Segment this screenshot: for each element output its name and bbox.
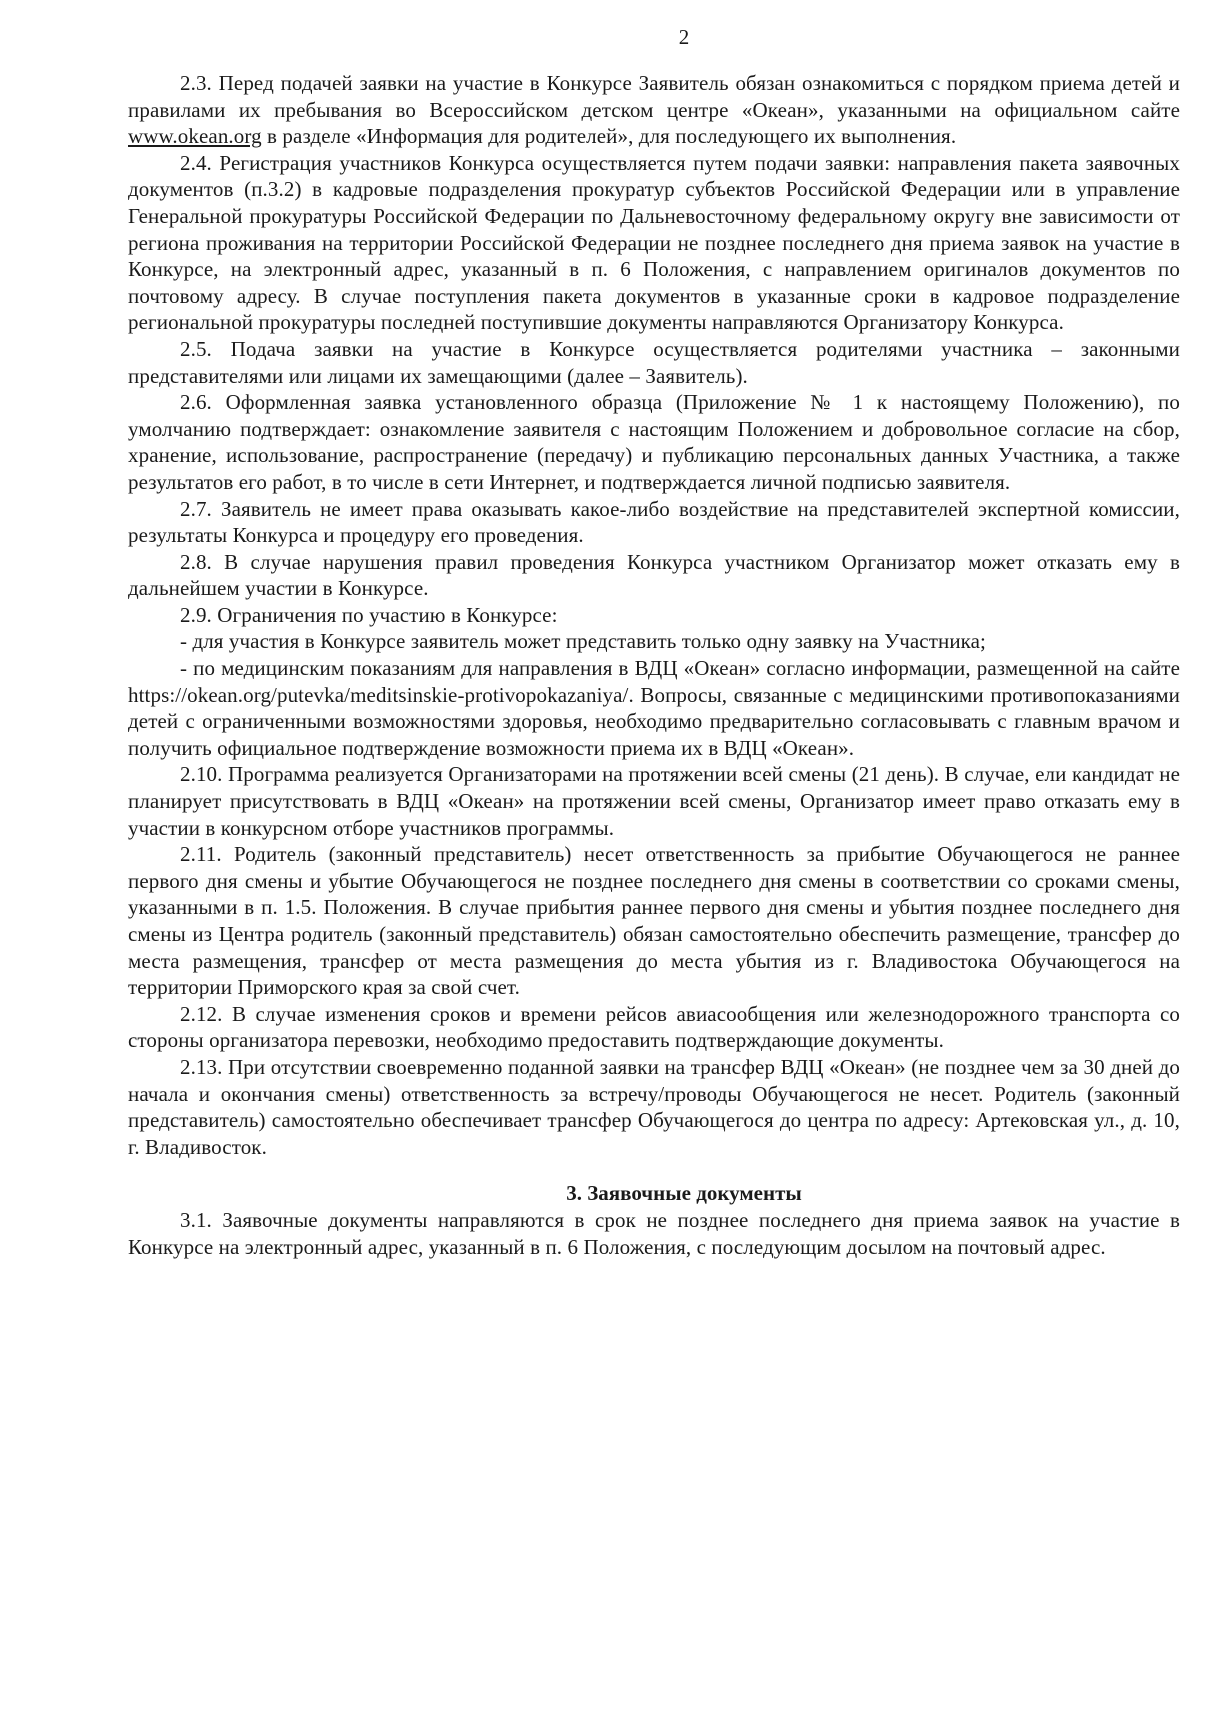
paragraph-2-6: 2.6. Оформленная заявка установленного образца (Приложение № 1 к настоящему Положению), по умолчанию подтверждает: ознакомление заявителя с настоящим Положением и добровольное согласие на сбор, хранение, использование, распространение (передачу) и публикацию персональных данных Участника, а также результатов его работ, в то числе в сети Интернет, и подтверждается личной подписью заявителя.: [128, 390, 1180, 494]
paragraph-2-7: 2.7. Заявитель не имеет права оказывать какое-либо воздействие на представителей экспертной комиссии, результаты Конкурса и процедуру его проведения.: [128, 496, 1180, 548]
section-3-title: 3. Заявочные документы: [566, 1181, 802, 1206]
paragraph-2-5: 2.5. Подача заявки на участие в Конкурсе осуществляется родителями участника – законными представителями или лицами их замещающими (далее – Заявитель).: [128, 336, 1180, 388]
document-page: [128, 20, 1180, 1261]
paragraph-2-12: 2.12. В случае изменения сроков и времени рейсов авиасообщения или железнодорожного транспорта со стороны организатора перевозки, необходимо предоставить подтверждающие документы.: [128, 1001, 1180, 1053]
paragraph-2-3-text-before: 2.3. Перед подачей заявки на участие в Конкурсе Заявитель обязан ознакомиться с порядком приема детей и правилами их пребывания во Всероссийском детском центре «Океан», указанными на официальном сайте: [128, 71, 1180, 122]
okean-website-link[interactable]: www.okean.org: [128, 124, 262, 149]
paragraph-2-3: [128, 70, 1180, 150]
paragraph-2-4: 2.4. Регистрация участников Конкурса осуществляется путем подачи заявки: направления пакета заявочных документов (п.3.2) в кадровые подразделения прокуратур субъектов Российской Федерации или в управление Генеральной прокуратуры Российской Федерации по Дальневосточному федеральному округу вне зависимости от региона проживания на территории Российской Федерации не позднее последнего дня приема заявок на участие в Конкурсе, на электронный адрес, указанный в п. 6 Положения, с направлением оригиналов документов по почтовому адресу. В случае поступления пакета документов в указанные сроки в кадровое подразделение региональной прокуратуры последней поступившие документы направляются Организатору Конкурса.: [128, 150, 1180, 335]
list-item-medical-indications: - по медицинским показаниям для направления в ВДЦ «Океан» согласно информации, размещенной на сайте https://okean.org/putevka/meditsinskie-protivopokazaniya/. Вопросы, связанные с медицинскими противопоказаниями детей с ограниченными возможностями здоровья, необходимо предварительно согласовывать с главным врачом и получить официальное подтверждение возможности приема их в ВДЦ «Океан».: [128, 656, 1180, 760]
paragraph-2-3-text-after: в разделе «Информация для родителей», для последующего их выполнения.: [261, 124, 957, 149]
paragraph-2-9: 2.9. Ограничения по участию в Конкурсе:: [180, 602, 558, 627]
paragraph-2-10: 2.10. Программа реализуется Организаторами на протяжении всей смены (21 день). В случае, ели кандидат не планирует присутствовать в ВДЦ «Океан» на протяжении всей смены, Организатор имеет право отказать ему в участии в конкурсном отборе участников программы.: [128, 762, 1180, 840]
page-number: 2: [678, 25, 690, 49]
list-item-single-application: - для участия в Конкурсе заявитель может представить только одну заявку на Участника;: [180, 629, 986, 654]
paragraph-3-1: 3.1. Заявочные документы направляются в срок не позднее последнего дня приема заявок на участие в Конкурсе на электронный адрес, указанный в п. 6 Положения, с последующим досылом на почтовый адрес.: [128, 1208, 1180, 1259]
paragraph-2-8: 2.8. В случае нарушения правил проведения Конкурса участником Организатор может отказать ему в дальнейшем участии в Конкурсе.: [128, 549, 1180, 601]
paragraph-2-13: 2.13. При отсутствии своевременно поданной заявки на трансфер ВДЦ «Океан» (не позднее чем за 30 дней до начала и окончания смены) ответственность за встречу/проводы Обучающегося не несет. Родитель (законный представитель) самостоятельно обеспечивает трансфер Обучающегося до центра по адресу: Артековская ул., д. 10, г. Владивосток.: [128, 1054, 1180, 1159]
paragraph-2-11: 2.11. Родитель (законный представитель) несет ответственность за прибытие Обучающегося не раннее первого дня смены и убытие Обучающегося не позднее последнего дня смены в соответствии со сроками смены, указанными в п. 1.5. Положения. В случае прибытия раннее первого дня смены и убытия позднее последнего дня смены из Центра родитель (законный представитель) обязан самостоятельно обеспечить размещение, трансфер до места размещения, трансфер от места размещения до места убытия из г. Владивостока Обучающегося на территории Приморского края за свой счет.: [128, 842, 1180, 1000]
